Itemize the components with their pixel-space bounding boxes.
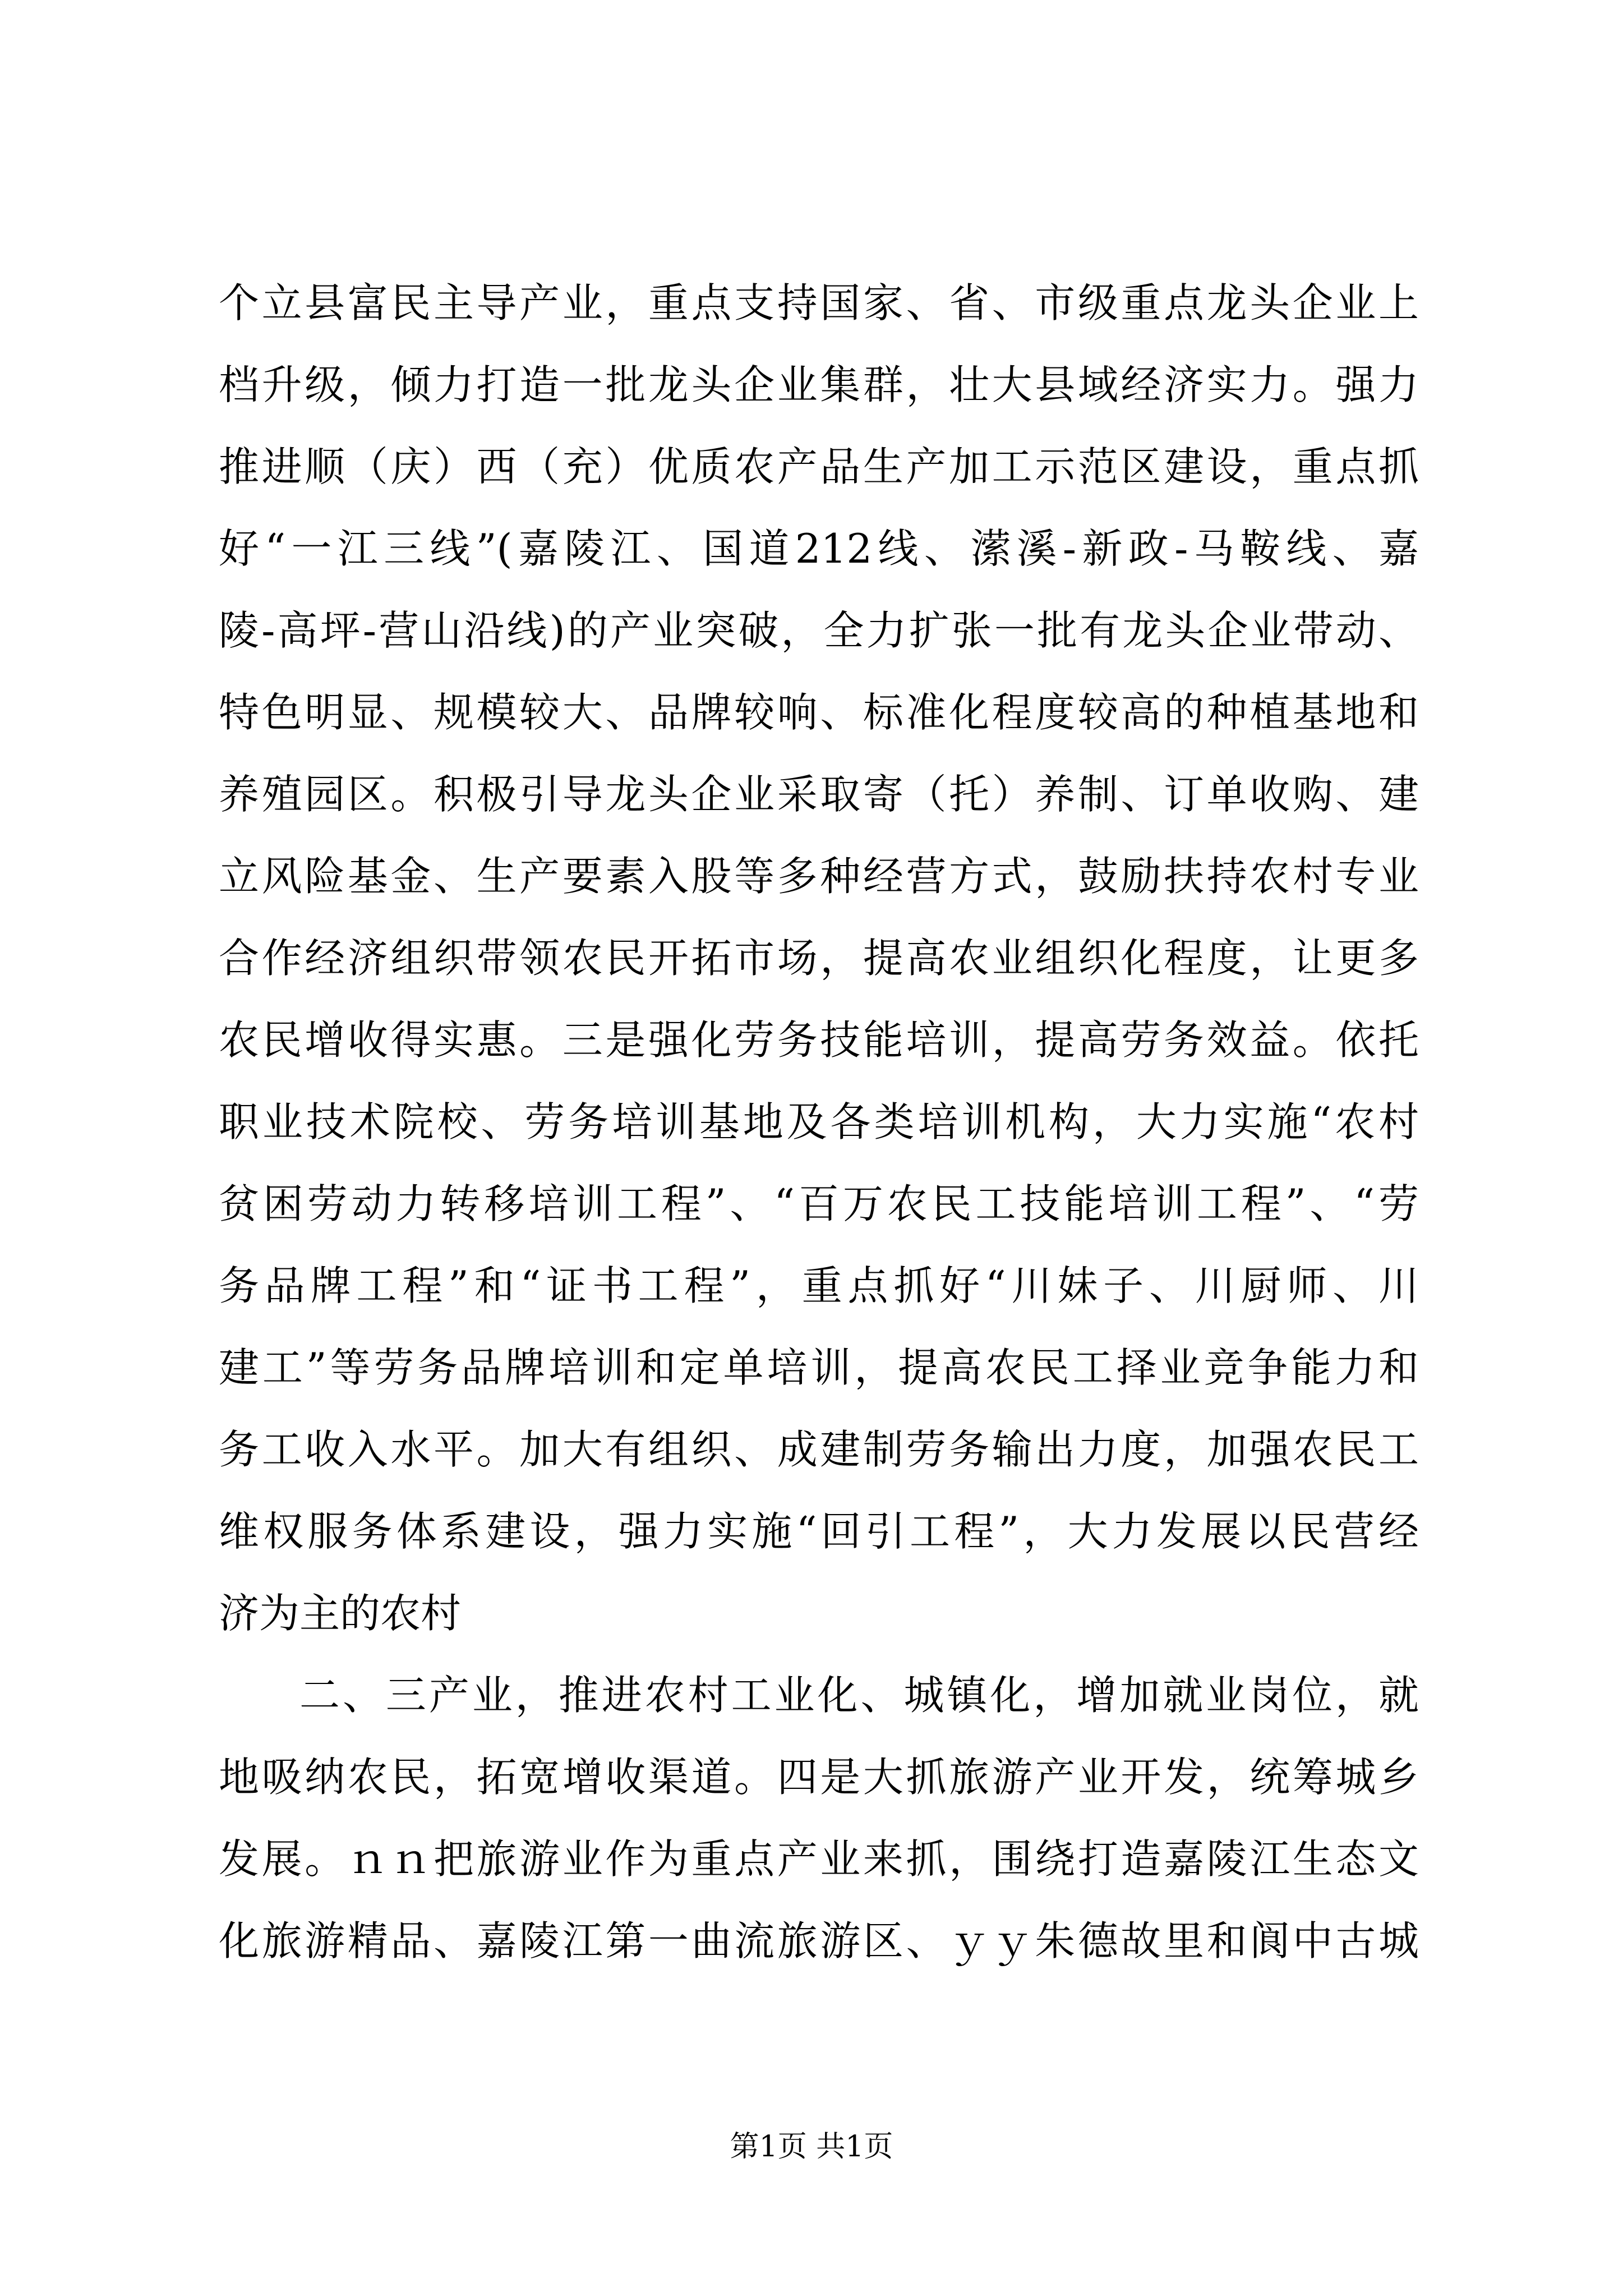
text-line: 立风险基金、生产要素入股等多种经营方式，鼓励扶持农村专业 xyxy=(219,853,1419,900)
text-line: 档升级，倾力打造一批龙头企业集群，壮大县域经济实力。强力 xyxy=(219,361,1419,408)
text-line: 发展。ｎｎ把旅游业作为重点产业来抓，围绕打造嘉陵江生态文 xyxy=(219,1835,1419,1883)
text-line: 维权服务体系建设，强力实施“回引工程”，大力发展以民营经 xyxy=(219,1508,1419,1555)
page-number-label: 第1页 共1页 xyxy=(730,2130,893,2164)
text-line: 合作经济组织带领农民开拓市场，提高农业组织化程度，让更多 xyxy=(219,935,1419,982)
text-line: 好“一江三线”(嘉陵江、国道212线、潆溪-新政-马鞍线、嘉 xyxy=(219,525,1419,572)
text-line: 化旅游精品、嘉陵江第一曲流旅游区、ｙｙ朱德故里和阆中古城 xyxy=(219,1917,1419,1964)
text-line: 职业技术院校、劳务培训基地及各类培训机构，大力实施“农村 xyxy=(219,1098,1419,1145)
text-line: 推进顺（庆）西（充）优质农产品生产加工示范区建设，重点抓 xyxy=(219,443,1419,490)
text-line: 务品牌工程”和“证书工程”，重点抓好“川妹子、川厨师、川 xyxy=(219,1262,1419,1309)
text-line: 养殖园区。积极引导龙头企业采取寄（托）养制、订单收购、建 xyxy=(219,771,1419,818)
text-line: 贫困劳动力转移培训工程”、“百万农民工技能培训工程”、“劳 xyxy=(219,1180,1419,1227)
text-line: 特色明显、规模较大、品牌较响、标准化程度较高的种植基地和 xyxy=(219,689,1419,736)
text-line: 个立县富民主导产业，重点支持国家、省、市级重点龙头企业上 xyxy=(219,279,1419,326)
text-line: 地吸纳农民，拓宽增收渠道。四是大抓旅游产业开发，统筹城乡 xyxy=(219,1754,1419,1801)
text-line: 务工收入水平。加大有组织、成建制劳务输出力度，加强农民工 xyxy=(219,1426,1419,1473)
page-footer xyxy=(0,2127,1623,2166)
text-line: 农民增收得实惠。三是强化劳务技能培训，提高劳务效益。依托 xyxy=(219,1016,1419,1064)
text-line: 陵-高坪-营山沿线)的产业突破，全力扩张一批有龙头企业带动、 xyxy=(219,607,1419,654)
text-line: 济为主的农村 xyxy=(219,1590,462,1637)
text-line: 二、三产业，推进农村工业化、城镇化，增加就业岗位，就 xyxy=(299,1672,1419,1719)
text-line: 建工”等劳务品牌培训和定单培训，提高农民工择业竞争能力和 xyxy=(219,1344,1419,1391)
